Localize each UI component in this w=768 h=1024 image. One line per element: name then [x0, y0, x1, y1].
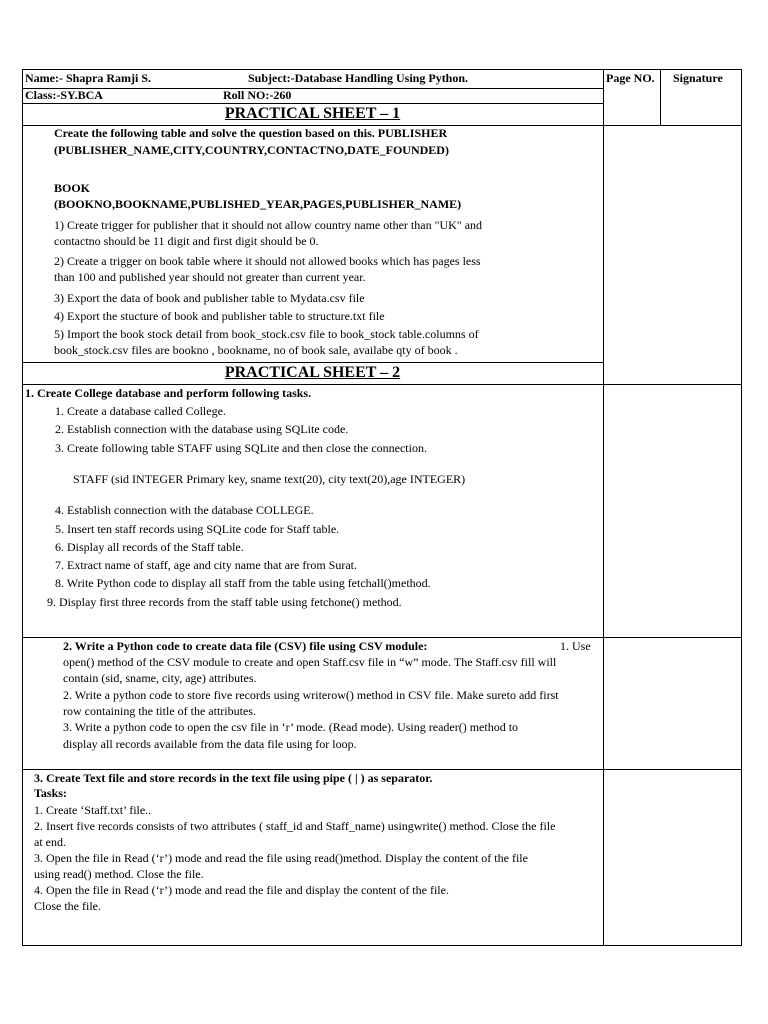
practical-3-title: 3. Create Text file and store records in the text file using pipe ( | ) as separator.	[34, 771, 433, 785]
task-line: 6. Display all records of the Staff table.	[55, 540, 244, 554]
practical-2-line: row containing the title of the attributes.	[63, 704, 256, 718]
question-line: than 100 and published year should not greater than current year.	[54, 270, 366, 284]
task-line: 9. Display first three records from the staff table using fetchone() method.	[47, 595, 402, 609]
row-divider	[22, 769, 741, 770]
practical-3-line: 4. Open the file in Read (‘r’) mode and read the file and display the content of the file.	[34, 883, 449, 897]
task-line: 3. Create following table STAFF using SQLite and then close the connection.	[55, 441, 427, 455]
staff-table-definition: STAFF (sid INTEGER Primary key, sname text(20), city text(20),age INTEGER)	[73, 472, 466, 486]
class-label: Class:-SY.BCA	[25, 88, 103, 102]
practical-3-line: 2. Insert five records consists of two attributes ( staff_id and Staff_name) usingwrite() method. Close the file	[34, 819, 556, 833]
question-line: 3) Export the data of book and publisher table to Mydata.csv file	[54, 291, 365, 305]
sheet1-intro: Create the following table and solve the question based on this. PUBLISHER	[54, 126, 448, 140]
header-divider	[22, 103, 603, 104]
row-divider	[22, 362, 603, 363]
practical-sheet-1-heading: PRACTICAL SHEET – 1	[224, 105, 401, 122]
table-border-top	[22, 69, 741, 70]
row-divider	[22, 384, 741, 385]
practical-sheet-2-heading: PRACTICAL SHEET – 2	[224, 364, 401, 381]
practical-2-line: contain (sid, sname, city, age) attributes.	[63, 671, 257, 685]
column-divider	[660, 69, 661, 126]
sheet1-intro: (PUBLISHER_NAME,CITY,COUNTRY,CONTACTNO,DATE_FOUNDED)	[54, 143, 449, 157]
question-line: 1) Create trigger for publisher that it should not allow country name other than "UK" and	[54, 218, 483, 232]
page-no-header: Page NO.	[606, 71, 655, 85]
practical-2-line: display all records available from the data file using for loop.	[63, 737, 357, 751]
practical-2-line: 2. Write a python code to store five records using writerow() method in CSV file. Make sureto add first	[63, 688, 559, 702]
practical-2-use: 1. Use	[560, 639, 591, 653]
signature-header: Signature	[673, 71, 723, 85]
column-divider	[603, 69, 604, 946]
practical-2-line: open() method of the CSV module to create and open Staff.csv file in “w” mode. The Staff.csv fill will	[63, 655, 557, 669]
question-line: contactno should be 11 digit and first digit should be 0.	[54, 234, 319, 248]
header-divider	[22, 88, 603, 89]
book-table-label: BOOK	[54, 181, 91, 195]
table-border-left	[22, 69, 23, 946]
task-line: 5. Insert ten staff records using SQLite code for Staff table.	[55, 522, 340, 536]
practical-3-line: using read() method. Close the file.	[34, 867, 204, 881]
row-divider	[22, 637, 741, 638]
question-line: 5) Import the book stock detail from book_stock.csv file to book_stock table.columns of	[54, 327, 479, 341]
practical-3-tasks-label: Tasks:	[34, 786, 67, 800]
practical-3-line: 1. Create ‘Staff.txt’ file..	[34, 803, 152, 817]
roll-number: Roll NO:-260	[223, 88, 292, 102]
subject: Subject:-Database Handling Using Python.	[248, 71, 469, 85]
student-name: Name:- Shapra Ramji S.	[25, 71, 151, 85]
practical-2-title: 2. Write a Python code to create data file (CSV) file using CSV module:	[63, 639, 428, 653]
question-line: 4) Export the stucture of book and publisher table to structure.txt file	[54, 309, 385, 323]
task-line: 4. Establish connection with the database COLLEGE.	[55, 503, 314, 517]
task-line: 7. Extract name of staff, age and city name that are from Surat.	[55, 558, 357, 572]
practical-3-line: Close the file.	[34, 899, 101, 913]
table-border-bottom	[22, 945, 741, 946]
practical-2-line: 3. Write a python code to open the csv file in ‘r’ mode. (Read mode). Using reader() method to	[63, 720, 519, 734]
question-line: book_stock.csv files are bookno , bookname, no of book sale, availabe qty of book .	[54, 343, 458, 357]
question-line: 2) Create a trigger on book table where it should not allowed books which has pages less	[54, 254, 481, 268]
practical-3-line: 3. Open the file in Read (‘r’) mode and read the file using read()method. Display the content of the file	[34, 851, 528, 865]
task-line: 1. Create a database called College.	[55, 404, 226, 418]
task-line: 8. Write Python code to display all staff from the table using fetchall()method.	[55, 576, 431, 590]
task-line: 2. Establish connection with the database using SQLite code.	[55, 422, 349, 436]
task-1-title: 1. Create College database and perform following tasks.	[25, 386, 312, 400]
book-table-columns: (BOOKNO,BOOKNAME,PUBLISHED_YEAR,PAGES,PUBLISHER_NAME)	[54, 197, 462, 211]
practical-3-line: at end.	[34, 835, 66, 849]
table-border-right	[741, 69, 742, 946]
